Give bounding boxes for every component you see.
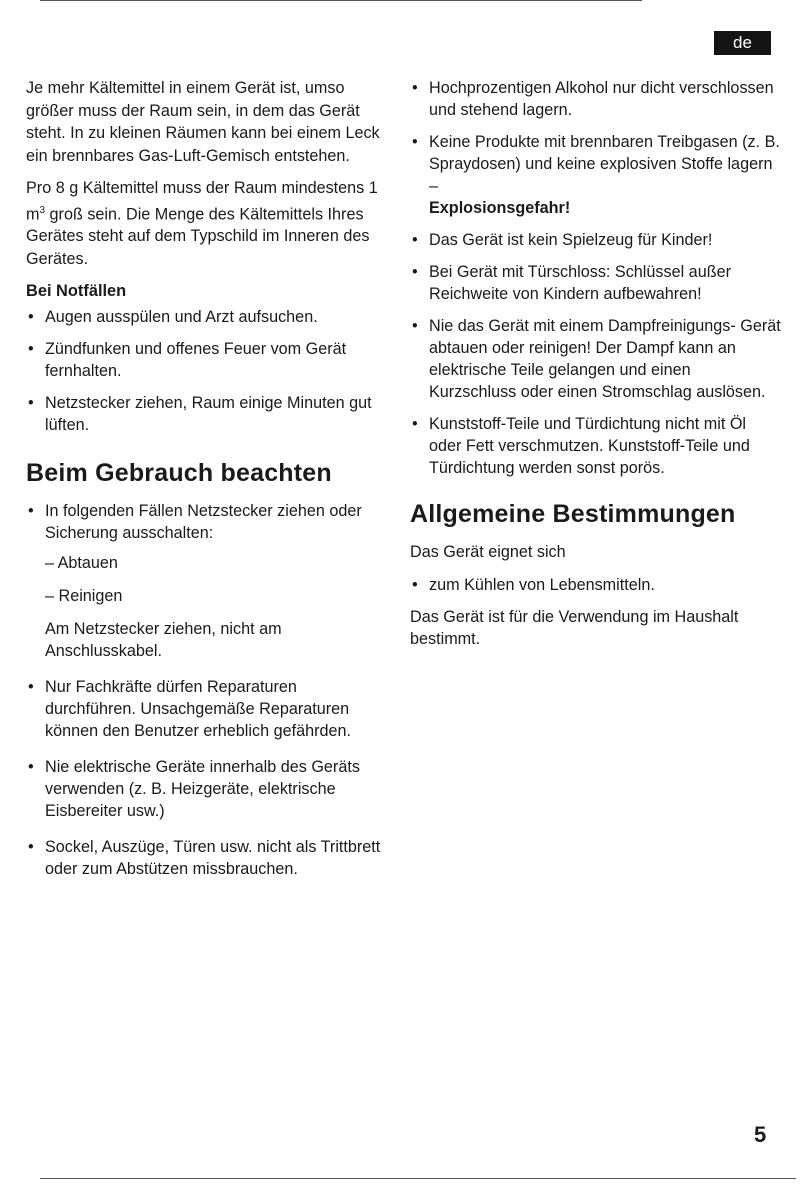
page-number: 5 bbox=[754, 1122, 767, 1147]
bullet: • bbox=[28, 758, 34, 777]
bullet: • bbox=[28, 394, 34, 413]
list-item: • Hochprozentigen Alkohol nur dicht verschlossen und stehend lagern. bbox=[412, 79, 774, 119]
bullet: • bbox=[412, 263, 418, 281]
bullet: • bbox=[412, 415, 418, 433]
list-item: • Sockel, Auszüge, Türen usw. nicht als Trittbrett oder zum Abstützen missbrauchen. bbox=[28, 838, 381, 879]
list-item: • Keine Produkte mit brennbaren Treibgasen (z. B. Spraydosen) und keine explosiven Stoffe lagern – Explosionsgefahr! bbox=[412, 133, 780, 217]
list-item: • Nie das Gerät mit einem Dampfreinigungs- Gerät abtauen oder reinigen! Der Dampf kann an elektrische Teile gelangen und einen Kurzschluss oder einen Stromschlag auslösen. bbox=[412, 317, 781, 401]
emergency-heading: Bei Notfällen bbox=[26, 282, 127, 301]
usage-heading: Beim Gebrauch beachten bbox=[26, 459, 332, 488]
usage-list bbox=[26, 500, 382, 880]
language-tab: de bbox=[714, 31, 771, 55]
room-size-paragraph: Pro 8 g Kältemittel muss der Raum mindestens 1 $m^3$ groß sein. Die Menge des Kältemittels Ihres Gerätes steht auf dem Typschild im Inneren des Gerätes. bbox=[26, 179, 378, 268]
list-item: • Nur Fachkräfte dürfen Reparaturen durchführen. Unsachgemäße Reparaturen können den Benutzer erheblich gefährden. bbox=[28, 678, 351, 741]
general-intro: Das Gerät eignet sich bbox=[410, 543, 566, 561]
list-item: • Nie elektrische Geräte innerhalb des Geräts verwenden (z. B. Heizgeräte, elektrische Eisbereiter usw.) bbox=[28, 758, 360, 821]
general-heading: Allgemeine Bestimmungen bbox=[410, 500, 736, 528]
list-item: • Kunststoff-Teile und Türdichtung nicht mit Öl oder Fett verschmutzen. Kunststoff-Teile und Türdichtung werden sonst porös. bbox=[412, 415, 750, 477]
right-column bbox=[410, 77, 782, 661]
bottom-rule bbox=[40, 1178, 796, 1179]
bullet: • bbox=[412, 133, 418, 151]
bullet: • bbox=[412, 575, 418, 594]
bullet: • bbox=[28, 308, 34, 327]
list-item: • Zündfunken und offenes Feuer vom Gerät fernhalten. bbox=[28, 340, 347, 381]
bullet: • bbox=[412, 317, 418, 335]
emergency-list bbox=[26, 306, 382, 436]
list-item: • Netzstecker ziehen, Raum einige Minuten gut lüften. bbox=[28, 394, 372, 435]
bullet: • bbox=[412, 79, 418, 97]
top-rule bbox=[40, 0, 642, 1]
sublist-item: – Abtauen bbox=[45, 554, 118, 573]
bullet: • bbox=[28, 678, 34, 697]
list-item: • zum Kühlen von Lebensmitteln. bbox=[412, 575, 655, 594]
refrigerant-paragraph: Je mehr Kältemittel in einem Gerät ist, umso größer muss der Raum sein, in dem das Gerät steht. In zu kleinen Räumen kann bei einem Leck ein brennbares Gas-Luft-Gemisch entstehen. bbox=[26, 79, 380, 165]
list-item: • Bei Gerät mit Türschloss: Schlüssel außer Reichweite von Kindern aufbewahren! bbox=[412, 263, 731, 303]
general-usage-paragraph: Das Gerät ist für die Verwendung im Haushalt bestimmt. bbox=[410, 607, 739, 648]
bullet: • bbox=[28, 838, 34, 857]
list-item: • Das Gerät ist kein Spielzeug für Kinder! bbox=[412, 231, 713, 249]
safety-list bbox=[410, 77, 782, 479]
bullet: • bbox=[412, 231, 418, 249]
list-item: • In folgenden Fällen Netzstecker ziehen oder Sicherung ausschalten: – Abtauen – Reinigen Am Netzstecker ziehen, nicht am Anschlusskabel. bbox=[26, 500, 382, 662]
bullet: • bbox=[28, 340, 34, 359]
usage-sublist bbox=[45, 552, 382, 607]
sublist-item: – Reinigen bbox=[45, 587, 123, 606]
left-column bbox=[26, 77, 382, 890]
list-item: • Augen ausspülen und Arzt aufsuchen. bbox=[28, 308, 318, 327]
superscript-3: 3 bbox=[39, 204, 46, 216]
bullet: • bbox=[28, 502, 34, 521]
plug-note: Am Netzstecker ziehen, nicht am Anschlusskabel. bbox=[45, 620, 282, 661]
general-list bbox=[410, 574, 782, 596]
explosion-warning: Explosionsgefahr! bbox=[429, 199, 571, 217]
